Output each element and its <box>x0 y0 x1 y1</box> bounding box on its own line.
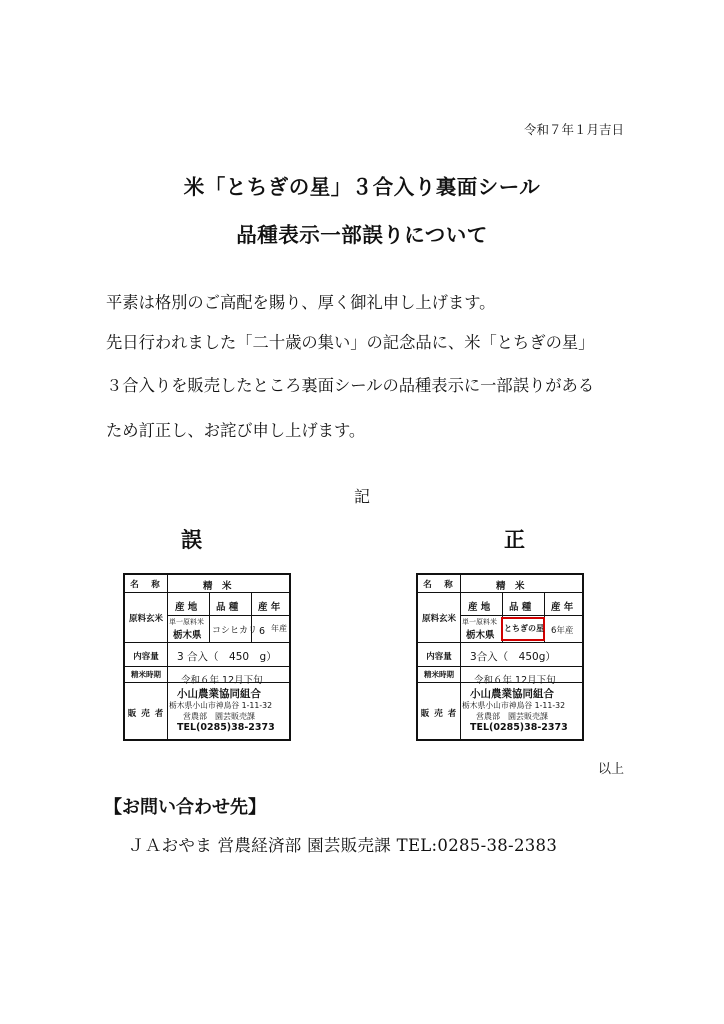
col-variety: 品 種 <box>216 602 239 613</box>
closing-ijo: 以上 <box>597 762 624 777</box>
paragraph-line: 先日行われました「二十歳の集い」の記念品に、米「とちぎの星」 <box>106 333 595 352</box>
contact-heading: 【お問い合わせ先】 <box>104 797 266 818</box>
raw-label: 原料玄米 <box>421 614 456 624</box>
seller-tel: TEL(0285)38-2373 <box>177 722 275 733</box>
col-variety: 品 種 <box>509 602 532 613</box>
issue-date: 令和７年１月吉日 <box>523 122 624 137</box>
seller-dept: 営農部 園芸販売課 <box>476 712 548 721</box>
name-value: 精 米 <box>203 581 232 592</box>
seller-tel: TEL(0285)38-2373 <box>470 722 568 733</box>
variety-value: とちぎの星 <box>504 624 544 633</box>
label-wrong <box>123 573 291 741</box>
seller-name: 小山農業協同組合 <box>177 688 261 700</box>
page-title: 米「とちぎの星」３合入り裏面シール <box>183 175 541 199</box>
wrong-heading: 誤 <box>181 528 202 552</box>
year-value: 6 <box>259 626 266 637</box>
content-label: 内容量 <box>133 652 159 662</box>
name-label: 名 称 <box>423 580 455 590</box>
seller-address: 栃木県小山市神鳥谷 1-11-32 <box>462 701 566 710</box>
milling-label: 精米時期 <box>131 670 161 679</box>
content-value: 3 合入（ 450 g） <box>177 651 277 663</box>
milling-value: 令和６年 12月下旬 <box>181 675 263 686</box>
name-label: 名 称 <box>130 580 162 590</box>
seller-dept: 営農部 園芸販売課 <box>183 712 255 721</box>
prefecture: 栃木県 <box>466 630 495 641</box>
seller-address: 栃木県小山市神鳥谷 1-11-32 <box>169 701 273 710</box>
year-value: 6年産 <box>551 626 574 636</box>
label-correct <box>416 573 584 741</box>
single-origin: 単一原料米 <box>462 618 497 626</box>
name-value: 精 米 <box>496 581 525 592</box>
raw-label: 原料玄米 <box>128 614 163 624</box>
seller-name: 小山農業協同組合 <box>470 688 554 700</box>
paragraph-line: ため訂正し、お詫び申し上げます。 <box>106 421 366 440</box>
correct-heading: 正 <box>504 528 525 552</box>
col-origin: 産 地 <box>468 602 491 613</box>
milling-value: 令和６年 12月下旬 <box>474 675 556 686</box>
seller-label: 販 売 者 <box>420 709 458 719</box>
seller-label: 販 売 者 <box>127 709 165 719</box>
year-suffix: 年産 <box>271 624 287 633</box>
paragraph-line: 平素は格別のご高配を賜り、厚く御礼申し上げます。 <box>106 293 496 312</box>
content-label: 内容量 <box>426 652 452 662</box>
content-value: 3合入（ 450g） <box>470 651 556 663</box>
col-year: 産 年 <box>551 602 574 613</box>
col-year: 産 年 <box>258 602 281 613</box>
page-subtitle: 品種表示一部誤りについて <box>236 223 488 247</box>
ki-marker: 記 <box>353 487 370 506</box>
variety-value: コシヒカリ <box>212 626 258 636</box>
prefecture: 栃木県 <box>173 630 202 641</box>
single-origin: 単一原料米 <box>169 618 204 626</box>
paragraph-line: ３合入りを販売したところ裏面シールの品種表示に一部誤りがある <box>106 376 595 395</box>
col-origin: 産 地 <box>175 602 198 613</box>
milling-label: 精米時期 <box>424 670 454 679</box>
contact-text: ＪＡおやま 営農経済部 園芸販売課 TEL:0285-38-2383 <box>128 836 558 855</box>
